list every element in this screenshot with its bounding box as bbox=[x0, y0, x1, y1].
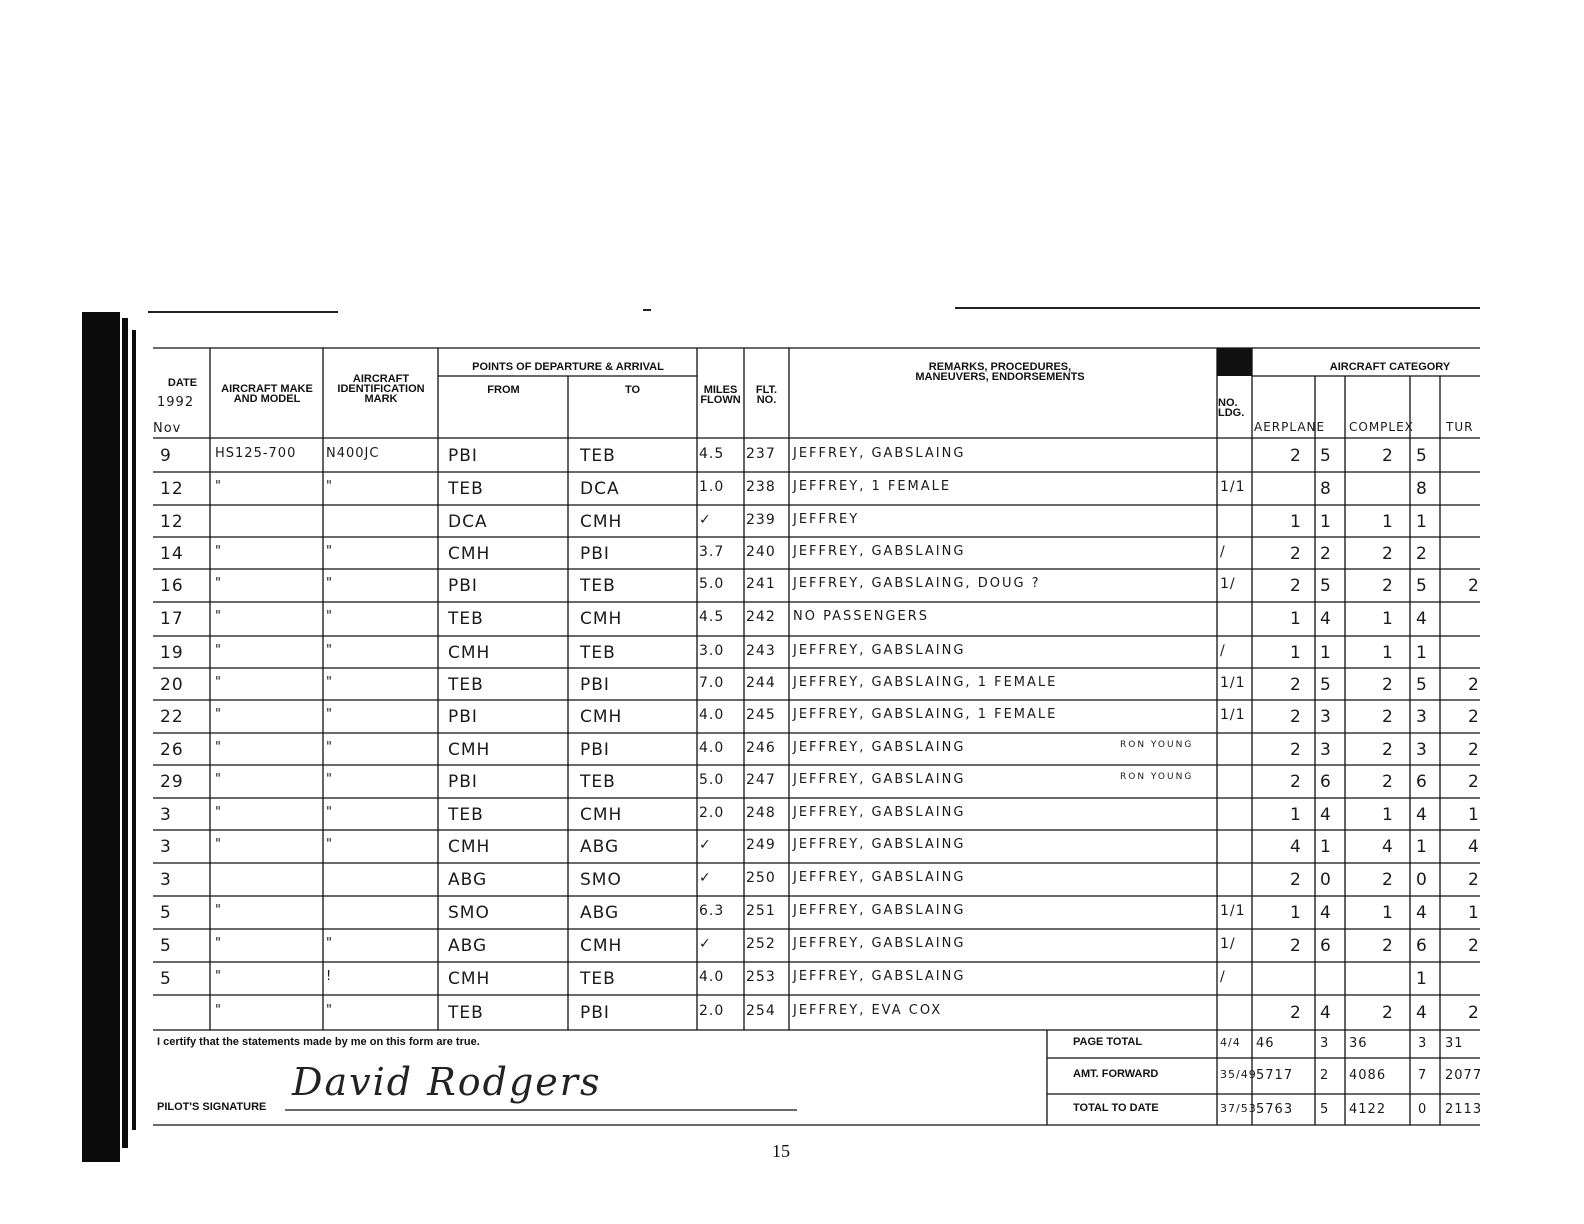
cell-from: ABG bbox=[448, 936, 488, 956]
cell-c1: 1 bbox=[1382, 903, 1394, 923]
cell-flt: 251 bbox=[746, 903, 776, 919]
cell-miles: 4.0 bbox=[699, 707, 725, 723]
cell-miles: 1.0 bbox=[699, 479, 725, 495]
cell-flt: 241 bbox=[746, 576, 776, 592]
cell-a2: 3 bbox=[1320, 740, 1332, 760]
cell-t: 2 bbox=[1468, 772, 1480, 792]
cell-t: 1 bbox=[1468, 903, 1480, 923]
cell-c2: 5 bbox=[1416, 576, 1428, 596]
cell-date: 20 bbox=[160, 675, 184, 695]
cell-remarks: JEFFREY, GABSLAING bbox=[793, 446, 966, 461]
cell-to: PBI bbox=[580, 675, 610, 695]
cell-c2: 5 bbox=[1416, 675, 1428, 695]
cell-c1: 1 bbox=[1382, 643, 1394, 663]
cell-remarks: JEFFREY, GABSLAING, DOUG ? bbox=[793, 576, 1041, 591]
total-ldg: 4/4 bbox=[1220, 1036, 1241, 1049]
total-a1: 5763 bbox=[1256, 1102, 1294, 1117]
total-c2: 7 bbox=[1418, 1068, 1428, 1083]
cell-remarks: JEFFREY, GABSLAING bbox=[793, 969, 966, 984]
cell-c1: 1 bbox=[1382, 609, 1394, 629]
cell-c2: 1 bbox=[1416, 969, 1428, 989]
cell-c2: 1 bbox=[1416, 837, 1428, 857]
cell-ldg: 1/ bbox=[1220, 576, 1236, 592]
cell-ident: ! bbox=[326, 969, 333, 984]
cell-from: CMH bbox=[448, 643, 491, 663]
cell-date: 5 bbox=[160, 936, 172, 956]
cell-make: " bbox=[215, 936, 222, 951]
total-c2: 3 bbox=[1418, 1036, 1428, 1051]
cell-miles: 2.0 bbox=[699, 1003, 725, 1019]
total-c2: 0 bbox=[1418, 1102, 1428, 1117]
cell-flt: 240 bbox=[746, 544, 776, 560]
cell-remarks: JEFFREY, GABSLAING bbox=[793, 772, 966, 787]
cell-a1: 2 bbox=[1290, 707, 1302, 727]
cell-t: 2 bbox=[1468, 936, 1480, 956]
cell-c2: 2 bbox=[1416, 544, 1428, 564]
cell-to: TEB bbox=[580, 969, 616, 989]
cell-flt: 253 bbox=[746, 969, 776, 985]
cell-c2: 0 bbox=[1416, 870, 1428, 890]
cell-to: ABG bbox=[580, 903, 620, 923]
cell-a1: 2 bbox=[1290, 1003, 1302, 1023]
cell-c2: 1 bbox=[1416, 512, 1428, 532]
cell-c1: 2 bbox=[1382, 1003, 1394, 1023]
cell-from: ABG bbox=[448, 870, 488, 890]
page-number: 15 bbox=[772, 1141, 790, 1161]
cell-date: 19 bbox=[160, 643, 184, 663]
cell-remarks2: RON YOUNG bbox=[1120, 740, 1194, 750]
cell-flt: 247 bbox=[746, 772, 776, 788]
cell-flt: 252 bbox=[746, 936, 776, 952]
header-cat-airplane: AERPLANE bbox=[1254, 420, 1326, 434]
total-label: PAGE TOTAL bbox=[1073, 1036, 1143, 1048]
header-year: 1992 bbox=[157, 395, 195, 410]
cell-ident: " bbox=[326, 936, 333, 951]
certification-text: I certify that the statements made by me on this form are true. bbox=[157, 1036, 480, 1048]
cell-date: 12 bbox=[160, 512, 184, 532]
cell-c1: 1 bbox=[1382, 805, 1394, 825]
cell-flt: 244 bbox=[746, 675, 776, 691]
cell-from: PBI bbox=[448, 446, 478, 466]
cell-ldg: 1/ bbox=[1220, 936, 1236, 952]
cell-from: CMH bbox=[448, 740, 491, 760]
cell-from: TEB bbox=[448, 805, 484, 825]
cell-to: CMH bbox=[580, 805, 623, 825]
cell-make: " bbox=[215, 805, 222, 820]
cell-date: 3 bbox=[160, 805, 172, 825]
cell-a2: 4 bbox=[1320, 805, 1332, 825]
cell-ldg: 1/1 bbox=[1220, 707, 1246, 723]
cell-make: " bbox=[215, 740, 222, 755]
cell-a2: 4 bbox=[1320, 903, 1332, 923]
total-a2: 5 bbox=[1320, 1102, 1330, 1117]
total-a2: 2 bbox=[1320, 1068, 1330, 1083]
cell-remarks: JEFFREY bbox=[793, 512, 860, 527]
cell-ldg: / bbox=[1220, 969, 1226, 985]
cell-c2: 8 bbox=[1416, 479, 1428, 499]
cell-a1: 1 bbox=[1290, 512, 1302, 532]
cell-a2: 5 bbox=[1320, 576, 1332, 596]
cell-remarks: JEFFREY, GABSLAING bbox=[793, 740, 966, 755]
cell-ident: " bbox=[326, 643, 333, 658]
cell-a2: 1 bbox=[1320, 643, 1332, 663]
cell-c1: 2 bbox=[1382, 544, 1394, 564]
cell-c1: 2 bbox=[1382, 936, 1394, 956]
cell-ldg: 1/1 bbox=[1220, 903, 1246, 919]
cell-from: PBI bbox=[448, 576, 478, 596]
cell-make: HS125-700 bbox=[215, 446, 297, 461]
cell-to: CMH bbox=[580, 936, 623, 956]
cell-from: TEB bbox=[448, 479, 484, 499]
cell-make: " bbox=[215, 707, 222, 722]
cell-miles: 3.0 bbox=[699, 643, 725, 659]
cell-remarks: JEFFREY, GABSLAING bbox=[793, 870, 966, 885]
total-c1: 36 bbox=[1349, 1036, 1368, 1051]
cell-a1: 4 bbox=[1290, 837, 1302, 857]
cell-to: ABG bbox=[580, 837, 620, 857]
cell-a1: 2 bbox=[1290, 446, 1302, 466]
cell-ldg: / bbox=[1220, 643, 1226, 659]
cell-make: " bbox=[215, 576, 222, 591]
cell-flt: 243 bbox=[746, 643, 776, 659]
cell-make: " bbox=[215, 544, 222, 559]
cell-from: TEB bbox=[448, 675, 484, 695]
cell-ident: " bbox=[326, 1003, 333, 1018]
cell-c2: 5 bbox=[1416, 446, 1428, 466]
header-aircraft-make: AIRCRAFT MAKE AND MODEL bbox=[221, 383, 313, 405]
cell-miles: 5.0 bbox=[699, 772, 725, 788]
cell-from: CMH bbox=[448, 969, 491, 989]
cell-date: 3 bbox=[160, 837, 172, 857]
header-miles: MILES FLOWN bbox=[700, 384, 741, 406]
cell-from: PBI bbox=[448, 707, 478, 727]
cell-date: 9 bbox=[160, 446, 172, 466]
cell-t: 2 bbox=[1468, 870, 1480, 890]
cell-miles: 4.5 bbox=[699, 446, 725, 462]
cell-c1: 2 bbox=[1382, 740, 1394, 760]
cell-ident: " bbox=[326, 544, 333, 559]
total-label: TOTAL TO DATE bbox=[1073, 1102, 1159, 1114]
total-c1: 4122 bbox=[1349, 1102, 1387, 1117]
cell-miles: 4.5 bbox=[699, 609, 725, 625]
cell-remarks: JEFFREY, GABSLAING, 1 FEMALE bbox=[793, 707, 1058, 722]
cell-miles: ✓ bbox=[699, 512, 712, 528]
cell-a2: 1 bbox=[1320, 512, 1332, 532]
cell-date: 12 bbox=[160, 479, 184, 499]
cell-remarks2: RON YOUNG bbox=[1120, 772, 1194, 782]
cell-t: 1 bbox=[1468, 805, 1480, 825]
cell-c2: 3 bbox=[1416, 707, 1428, 727]
header-points: POINTS OF DEPARTURE & ARRIVAL bbox=[472, 361, 664, 373]
cell-remarks: JEFFREY, GABSLAING bbox=[793, 903, 966, 918]
total-label: AMT. FORWARD bbox=[1073, 1068, 1159, 1080]
signature-label: PILOT'S SIGNATURE bbox=[157, 1101, 267, 1113]
total-a2: 3 bbox=[1320, 1036, 1330, 1051]
cell-ident: " bbox=[326, 707, 333, 722]
header-month: Nov bbox=[153, 421, 182, 436]
cell-to: TEB bbox=[580, 446, 616, 466]
cell-remarks: JEFFREY, GABSLAING bbox=[793, 936, 966, 951]
cell-make: " bbox=[215, 903, 222, 918]
cell-a2: 2 bbox=[1320, 544, 1332, 564]
cell-make: " bbox=[215, 675, 222, 690]
cell-remarks: JEFFREY, GABSLAING, 1 FEMALE bbox=[793, 675, 1058, 690]
cell-c1: 2 bbox=[1382, 446, 1394, 466]
cell-a2: 0 bbox=[1320, 870, 1332, 890]
header-remarks: REMARKS, PROCEDURES, MANEUVERS, ENDORSEMENTS bbox=[915, 361, 1085, 383]
cell-c2: 4 bbox=[1416, 1003, 1428, 1023]
cell-flt: 249 bbox=[746, 837, 776, 853]
cell-t: 2 bbox=[1468, 740, 1480, 760]
cell-date: 16 bbox=[160, 576, 184, 596]
cell-flt: 254 bbox=[746, 1003, 776, 1019]
cell-c2: 3 bbox=[1416, 740, 1428, 760]
cell-from: TEB bbox=[448, 1003, 484, 1023]
header-cat-complex: COMPLEX bbox=[1349, 420, 1414, 434]
cell-ident: " bbox=[326, 772, 333, 787]
cell-from: SMO bbox=[448, 903, 490, 923]
cell-c2: 4 bbox=[1416, 805, 1428, 825]
total-ldg: 35/49 bbox=[1220, 1068, 1257, 1081]
header-cat-turbine: TUR bbox=[1446, 420, 1474, 434]
cell-miles: ✓ bbox=[699, 936, 712, 952]
cell-date: 3 bbox=[160, 870, 172, 890]
cell-c1: 2 bbox=[1382, 870, 1394, 890]
total-t: 2077 bbox=[1445, 1068, 1483, 1083]
cell-t: 2 bbox=[1468, 707, 1480, 727]
cell-miles: 5.0 bbox=[699, 576, 725, 592]
cell-date: 5 bbox=[160, 903, 172, 923]
cell-a2: 5 bbox=[1320, 446, 1332, 466]
header-aircraft-category: AIRCRAFT CATEGORY bbox=[1329, 361, 1451, 373]
cell-flt: 239 bbox=[746, 512, 776, 528]
cell-ident: N400JC bbox=[326, 446, 380, 461]
total-c1: 4086 bbox=[1349, 1068, 1387, 1083]
cell-remarks: JEFFREY, GABSLAING bbox=[793, 643, 966, 658]
cell-from: PBI bbox=[448, 772, 478, 792]
cell-date: 29 bbox=[160, 772, 184, 792]
cell-make: " bbox=[215, 479, 222, 494]
header-aircraft-ident: AIRCRAFT IDENTIFICATION MARK bbox=[337, 373, 425, 405]
cell-t: 4 bbox=[1468, 837, 1480, 857]
pilot-signature: David Rodgers bbox=[292, 1060, 602, 1104]
cell-a1: 1 bbox=[1290, 903, 1302, 923]
cell-a1: 1 bbox=[1290, 609, 1302, 629]
cell-to: SMO bbox=[580, 870, 622, 890]
cell-miles: 6.3 bbox=[699, 903, 725, 919]
cell-to: CMH bbox=[580, 707, 623, 727]
cell-a2: 8 bbox=[1320, 479, 1332, 499]
cell-a1: 2 bbox=[1290, 576, 1302, 596]
cell-to: DCA bbox=[580, 479, 620, 499]
cell-c1: 2 bbox=[1382, 772, 1394, 792]
cell-date: 22 bbox=[160, 707, 184, 727]
cell-miles: 7.0 bbox=[699, 675, 725, 691]
cell-ldg: 1/1 bbox=[1220, 479, 1246, 495]
cell-make: " bbox=[215, 609, 222, 624]
cell-to: TEB bbox=[580, 643, 616, 663]
cell-a1: 1 bbox=[1290, 643, 1302, 663]
cell-c2: 4 bbox=[1416, 903, 1428, 923]
cell-miles: ✓ bbox=[699, 837, 712, 853]
cell-miles: 4.0 bbox=[699, 740, 725, 756]
cell-date: 14 bbox=[160, 544, 184, 564]
cell-flt: 246 bbox=[746, 740, 776, 756]
cell-remarks: NO PASSENGERS bbox=[793, 609, 930, 624]
cell-ident: " bbox=[326, 479, 333, 494]
cell-remarks: JEFFREY, GABSLAING bbox=[793, 805, 966, 820]
cell-ldg: 1/1 bbox=[1220, 675, 1246, 691]
cell-ldg: / bbox=[1220, 544, 1226, 560]
cell-a1: 2 bbox=[1290, 772, 1302, 792]
header-flt: FLT. NO. bbox=[755, 384, 778, 406]
cell-c1: 2 bbox=[1382, 576, 1394, 596]
cell-remarks: JEFFREY, EVA COX bbox=[793, 1003, 943, 1018]
cell-c2: 4 bbox=[1416, 609, 1428, 629]
cell-from: CMH bbox=[448, 544, 491, 564]
cell-make: " bbox=[215, 837, 222, 852]
cell-a2: 6 bbox=[1320, 772, 1332, 792]
cell-t: 2 bbox=[1468, 576, 1480, 596]
cell-date: 5 bbox=[160, 969, 172, 989]
cell-flt: 238 bbox=[746, 479, 776, 495]
cell-flt: 237 bbox=[746, 446, 776, 462]
cell-c1: 4 bbox=[1382, 837, 1394, 857]
cell-flt: 245 bbox=[746, 707, 776, 723]
cell-a2: 1 bbox=[1320, 837, 1332, 857]
total-t: 31 bbox=[1445, 1036, 1464, 1051]
cell-a2: 5 bbox=[1320, 675, 1332, 695]
cell-c1: 2 bbox=[1382, 675, 1394, 695]
cell-to: TEB bbox=[580, 772, 616, 792]
cell-miles: ✓ bbox=[699, 870, 712, 886]
cell-from: CMH bbox=[448, 837, 491, 857]
cell-a2: 3 bbox=[1320, 707, 1332, 727]
total-ldg: 37/53 bbox=[1220, 1102, 1257, 1115]
cell-make: " bbox=[215, 969, 222, 984]
cell-remarks: JEFFREY, GABSLAING bbox=[793, 544, 966, 559]
cell-a1: 2 bbox=[1290, 936, 1302, 956]
cell-c1: 2 bbox=[1382, 707, 1394, 727]
header-date: DATE bbox=[167, 377, 198, 389]
cell-a2: 4 bbox=[1320, 609, 1332, 629]
cell-to: CMH bbox=[580, 512, 623, 532]
cell-to: TEB bbox=[580, 576, 616, 596]
cell-c2: 1 bbox=[1416, 643, 1428, 663]
header-from: FROM bbox=[487, 384, 520, 396]
cell-remarks: JEFFREY, 1 FEMALE bbox=[793, 479, 952, 494]
header-no-ldg: NO. LDG. bbox=[1218, 397, 1245, 419]
cell-to: PBI bbox=[580, 1003, 610, 1023]
header-to: TO bbox=[624, 384, 641, 396]
cell-c2: 6 bbox=[1416, 772, 1428, 792]
cell-from: TEB bbox=[448, 609, 484, 629]
cell-a2: 4 bbox=[1320, 1003, 1332, 1023]
cell-c2: 6 bbox=[1416, 936, 1428, 956]
cell-to: CMH bbox=[580, 609, 623, 629]
cell-ident: " bbox=[326, 805, 333, 820]
total-a1: 5717 bbox=[1256, 1068, 1294, 1083]
cell-miles: 4.0 bbox=[699, 969, 725, 985]
cell-remarks: JEFFREY, GABSLAING bbox=[793, 837, 966, 852]
cell-flt: 242 bbox=[746, 609, 776, 625]
cell-to: PBI bbox=[580, 544, 610, 564]
cell-c1: 1 bbox=[1382, 512, 1394, 532]
cell-flt: 250 bbox=[746, 870, 776, 886]
total-a1: 46 bbox=[1256, 1036, 1275, 1051]
cell-miles: 3.7 bbox=[699, 544, 725, 560]
cell-from: DCA bbox=[448, 512, 488, 532]
cell-t: 2 bbox=[1468, 675, 1480, 695]
cell-make: " bbox=[215, 772, 222, 787]
cell-a1: 2 bbox=[1290, 870, 1302, 890]
cell-a1: 2 bbox=[1290, 740, 1302, 760]
cell-ident: " bbox=[326, 675, 333, 690]
cell-ident: " bbox=[326, 609, 333, 624]
cell-a1: 1 bbox=[1290, 805, 1302, 825]
cell-ident: " bbox=[326, 740, 333, 755]
cell-t: 2 bbox=[1468, 1003, 1480, 1023]
cell-a1: 2 bbox=[1290, 544, 1302, 564]
cell-to: PBI bbox=[580, 740, 610, 760]
cell-a1: 2 bbox=[1290, 675, 1302, 695]
cell-make: " bbox=[215, 643, 222, 658]
cell-date: 17 bbox=[160, 609, 184, 629]
cell-date: 26 bbox=[160, 740, 184, 760]
cell-ident: " bbox=[326, 576, 333, 591]
cell-make: " bbox=[215, 1003, 222, 1018]
cell-flt: 248 bbox=[746, 805, 776, 821]
cell-a2: 6 bbox=[1320, 936, 1332, 956]
cell-ident: " bbox=[326, 837, 333, 852]
total-t: 2113 bbox=[1445, 1102, 1483, 1117]
cell-miles: 2.0 bbox=[699, 805, 725, 821]
